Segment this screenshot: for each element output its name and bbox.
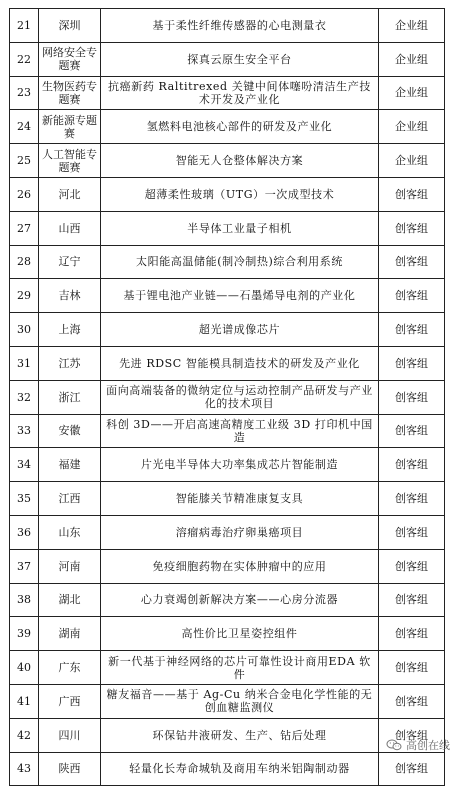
row-group: 创客组 — [379, 549, 445, 583]
table-body — [10, 9, 445, 786]
row-group: 创客组 — [379, 617, 445, 651]
table-row — [10, 651, 445, 685]
row-number: 37 — [10, 549, 39, 583]
table-row — [10, 482, 445, 516]
row-project: 片光电半导体大功率集成芯片智能制造 — [101, 448, 379, 482]
table-row — [10, 752, 445, 786]
table-row — [10, 549, 445, 583]
row-project: 溶瘤病毒治疗卵巢癌项目 — [101, 515, 379, 549]
row-region: 山东 — [39, 515, 101, 549]
row-project: 智能无人仓整体解决方案 — [101, 144, 379, 178]
row-group: 创客组 — [379, 651, 445, 685]
row-number: 40 — [10, 651, 39, 685]
row-region: 广西 — [39, 684, 101, 718]
row-number: 22 — [10, 42, 39, 76]
table-row — [10, 279, 445, 313]
row-group: 创客组 — [379, 211, 445, 245]
row-group: 企业组 — [379, 9, 445, 43]
row-group: 创客组 — [379, 515, 445, 549]
row-number: 43 — [10, 752, 39, 786]
table-row — [10, 684, 445, 718]
row-region: 山西 — [39, 211, 101, 245]
row-project: 面向高端装备的微纳定位与运动控制产品研发与产业化的技术项目 — [101, 380, 379, 414]
row-region: 四川 — [39, 718, 101, 752]
row-project: 超光谱成像芯片 — [101, 313, 379, 347]
row-group: 创客组 — [379, 482, 445, 516]
table-row — [10, 583, 445, 617]
row-number: 35 — [10, 482, 39, 516]
row-project: 新一代基于神经网络的芯片可靠性设计商用EDA 软件 — [101, 651, 379, 685]
watermark — [386, 737, 450, 753]
row-region: 人工智能专题赛 — [39, 144, 101, 178]
row-number: 27 — [10, 211, 39, 245]
row-project: 糖友福音——基于 Ag-Cu 纳米合金电化学性能的无创血糖监测仪 — [101, 684, 379, 718]
row-project: 基于锂电池产业链——石墨烯导电剂的产业化 — [101, 279, 379, 313]
row-number: 30 — [10, 313, 39, 347]
row-number: 36 — [10, 515, 39, 549]
row-number: 26 — [10, 177, 39, 211]
row-group: 创客组 — [379, 414, 445, 448]
row-group: 创客组 — [379, 684, 445, 718]
table-row — [10, 76, 445, 110]
table-row — [10, 144, 445, 178]
row-region: 网络安全专题赛 — [39, 42, 101, 76]
row-region: 陕西 — [39, 752, 101, 786]
row-number: 38 — [10, 583, 39, 617]
row-number: 29 — [10, 279, 39, 313]
table-row — [10, 245, 445, 279]
table-row — [10, 414, 445, 448]
table-row — [10, 718, 445, 752]
row-group: 创客组 — [379, 380, 445, 414]
row-group: 企业组 — [379, 110, 445, 144]
row-region: 江苏 — [39, 346, 101, 380]
row-project: 抗癌新药 Raltitrexed 关键中间体噻吩清洁生产技术开发及产业化 — [101, 76, 379, 110]
watermark-text: 高创在线 — [406, 739, 450, 752]
row-group: 创客组 — [379, 448, 445, 482]
table-row — [10, 346, 445, 380]
row-group: 创客组 — [379, 718, 445, 752]
row-number: 41 — [10, 684, 39, 718]
row-project: 心力衰竭创新解决方案——心房分流器 — [101, 583, 379, 617]
row-region: 深圳 — [39, 9, 101, 43]
row-region: 辽宁 — [39, 245, 101, 279]
table-row — [10, 313, 445, 347]
row-number: 32 — [10, 380, 39, 414]
row-number: 42 — [10, 718, 39, 752]
row-number: 24 — [10, 110, 39, 144]
row-project: 科创 3D——开启高速高精度工业级 3D 打印机中国造 — [101, 414, 379, 448]
row-project: 探真云原生安全平台 — [101, 42, 379, 76]
project-table — [9, 8, 445, 786]
row-project: 免疫细胞药物在实体肿瘤中的应用 — [101, 549, 379, 583]
row-project: 基于柔性纤维传感器的心电测量衣 — [101, 9, 379, 43]
row-project: 环保钻井液研发、生产、钻后处理 — [101, 718, 379, 752]
row-region: 河北 — [39, 177, 101, 211]
row-number: 21 — [10, 9, 39, 43]
row-group: 创客组 — [379, 279, 445, 313]
row-region: 安徽 — [39, 414, 101, 448]
row-project: 轻量化长寿命城轨及商用车纳米铝陶制动器 — [101, 752, 379, 786]
row-group: 企业组 — [379, 144, 445, 178]
row-region: 湖北 — [39, 583, 101, 617]
row-project: 氢燃料电池核心部件的研发及产业化 — [101, 110, 379, 144]
row-number: 28 — [10, 245, 39, 279]
table-row — [10, 617, 445, 651]
row-region: 河南 — [39, 549, 101, 583]
row-group: 企业组 — [379, 42, 445, 76]
table-row — [10, 9, 445, 43]
row-number: 31 — [10, 346, 39, 380]
row-project: 智能膝关节精准康复支具 — [101, 482, 379, 516]
row-number: 34 — [10, 448, 39, 482]
row-number: 33 — [10, 414, 39, 448]
row-region: 吉林 — [39, 279, 101, 313]
row-region: 生物医药专题赛 — [39, 76, 101, 110]
table-row — [10, 448, 445, 482]
row-group: 创客组 — [379, 245, 445, 279]
row-group: 创客组 — [379, 583, 445, 617]
row-region: 浙江 — [39, 380, 101, 414]
table-row — [10, 42, 445, 76]
row-region: 新能源专题赛 — [39, 110, 101, 144]
row-number: 25 — [10, 144, 39, 178]
row-group: 创客组 — [379, 313, 445, 347]
wechat-icon — [386, 739, 402, 751]
table-row — [10, 515, 445, 549]
row-number: 23 — [10, 76, 39, 110]
row-region: 广东 — [39, 651, 101, 685]
row-group: 创客组 — [379, 177, 445, 211]
table-row — [10, 177, 445, 211]
row-region: 江西 — [39, 482, 101, 516]
row-group: 创客组 — [379, 752, 445, 786]
row-region: 湖南 — [39, 617, 101, 651]
row-project: 超薄柔性玻璃（UTG）一次成型技术 — [101, 177, 379, 211]
row-project: 高性价比卫星姿控组件 — [101, 617, 379, 651]
row-number: 39 — [10, 617, 39, 651]
table-row — [10, 380, 445, 414]
row-project: 太阳能高温储能(制冷制热)综合利用系统 — [101, 245, 379, 279]
row-project: 先进 RDSC 智能模具制造技术的研发及产业化 — [101, 346, 379, 380]
table-row — [10, 110, 445, 144]
row-group: 创客组 — [379, 346, 445, 380]
row-project: 半导体工业量子相机 — [101, 211, 379, 245]
table-row — [10, 211, 445, 245]
row-region: 上海 — [39, 313, 101, 347]
row-region: 福建 — [39, 448, 101, 482]
row-group: 企业组 — [379, 76, 445, 110]
